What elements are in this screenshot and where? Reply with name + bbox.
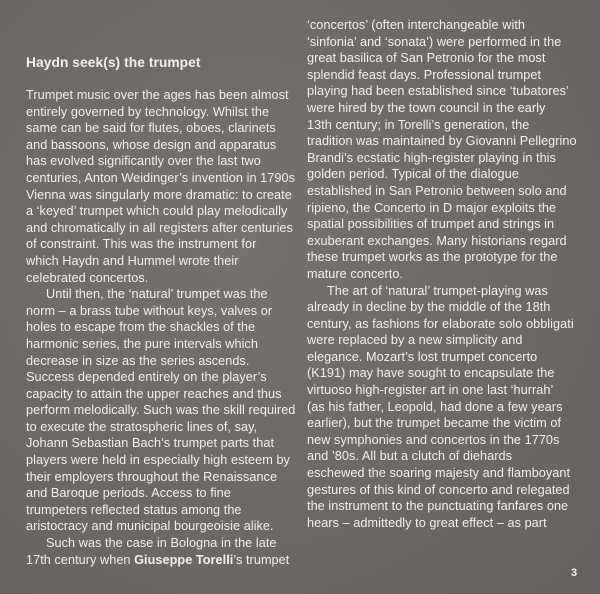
- text-line: [26, 485, 296, 502]
- text-line: [307, 432, 582, 449]
- text-line: [26, 319, 296, 336]
- text-run: which Haydn and Hummel wrote their: [26, 253, 239, 268]
- text-run: gestures of this kind of concerto and relegated: [307, 482, 570, 497]
- text-line: [307, 465, 582, 482]
- text-run: a ‘keyed’ trumpet which could play melodically: [26, 204, 288, 219]
- text-run: decrease in size as the series ascends.: [26, 353, 250, 368]
- article-heading: Haydn seek(s) the trumpet: [26, 55, 201, 70]
- text-line: [307, 50, 582, 67]
- text-run: playing had been established since ‘tubatores’: [307, 84, 569, 99]
- text-run: already in decline by the middle of the 18th: [307, 300, 551, 315]
- text-run: virtuoso high-register art in one last ‘hurrah’: [307, 383, 554, 398]
- text-run: the instrument to the punctuating fanfares one: [307, 499, 569, 514]
- text-line: [307, 150, 582, 167]
- text-line: [307, 515, 582, 532]
- text-line: [307, 233, 582, 250]
- text-run: trumpeters reflected status among the: [26, 502, 242, 517]
- text-run: and ’80s. All but a clutch of diehards: [307, 449, 513, 464]
- text-run: of constraint. This was the instrument for: [26, 237, 257, 252]
- text-line: [307, 332, 582, 349]
- text-line: [307, 415, 582, 432]
- left-column: [26, 18, 296, 568]
- text-run: these trumpet works as the prototype for the: [307, 250, 558, 265]
- text-run: Trumpet music over the ages has been almost: [26, 88, 289, 102]
- text-line: [307, 283, 582, 300]
- text-line: [307, 498, 582, 515]
- text-run: (K191) may have sought to encapsulate the: [307, 366, 555, 381]
- text-run: to execute the stratospheric lines of, say,: [26, 419, 258, 434]
- text-line: [307, 17, 582, 34]
- text-line: [307, 83, 582, 100]
- text-run: ‘sinfonia’ and ‘sonata’) were performed in the: [307, 34, 562, 49]
- text-line: [307, 117, 582, 134]
- text-line: [26, 452, 296, 469]
- text-line: [307, 200, 582, 217]
- text-run: same can be said for flutes, oboes, clarinets: [26, 121, 276, 136]
- text-run: new symphonies and concertos in the 1770s: [307, 432, 560, 447]
- text-run: and Baroque periods. Access to fine: [26, 486, 231, 501]
- text-line: [26, 104, 296, 121]
- text-line: [307, 67, 582, 84]
- text-line: [307, 249, 582, 266]
- text-run: harmonic series, the pure intervals which: [26, 336, 258, 351]
- text-run: entirely governed by technology. Whilst the: [26, 104, 270, 119]
- text-line: [26, 502, 296, 519]
- text-line: [26, 386, 296, 403]
- text-line: [307, 448, 582, 465]
- text-run: were replaced by a new simplicity and: [307, 333, 523, 348]
- text-line: [307, 365, 582, 382]
- left-column-text: [26, 87, 296, 568]
- text-line: [26, 137, 296, 154]
- text-run: exuberant exchanges. Many historians regard: [307, 233, 567, 248]
- text-line: [307, 34, 582, 51]
- text-line: [307, 216, 582, 233]
- text-line: [26, 402, 296, 419]
- text-line: [26, 518, 296, 535]
- text-run: Such was the case in Bologna in the late: [46, 536, 277, 551]
- text-run: established in San Petronio between solo and: [307, 183, 567, 198]
- text-run: elegance. Mozart’s lost trumpet concerto: [307, 349, 538, 364]
- text-line: [26, 336, 296, 353]
- text-run: splendid feast days. Professional trumpet: [307, 67, 542, 82]
- text-line: [26, 187, 296, 204]
- text-line: [26, 419, 296, 436]
- text-line: [26, 87, 296, 104]
- text-run: spatial possibilities of trumpet and strings in: [307, 217, 555, 232]
- text-line: [307, 266, 582, 283]
- text-run: hears – admittedly to great effect – as part: [307, 515, 547, 530]
- text-line: [26, 236, 296, 253]
- text-line: [26, 153, 296, 170]
- text-line: [307, 299, 582, 316]
- text-run: ripieno, the Concerto in D major exploits the: [307, 200, 557, 215]
- text-line: [26, 353, 296, 370]
- text-run: ‘concertos’ (often interchangeable with: [307, 18, 525, 32]
- text-run: Brandi’s ecstatic high-register playing in this: [307, 150, 556, 165]
- text-run: Vienna was singularly more dramatic: to create: [26, 187, 292, 202]
- text-run: centuries, Anton Weidinger’s invention in 1790s: [26, 170, 295, 185]
- text-line: [26, 170, 296, 187]
- text-run: celebrated concertos.: [26, 270, 149, 285]
- text-line: [26, 369, 296, 386]
- text-line: [307, 482, 582, 499]
- text-line: [26, 270, 296, 287]
- text-run: were hired by the town council in the early: [307, 100, 546, 115]
- right-column-text: [307, 17, 582, 531]
- text-line: [26, 303, 296, 320]
- text-run: century, as fashions for elaborate solo obbligati: [307, 316, 574, 331]
- text-line: [26, 120, 296, 137]
- text-line: [307, 133, 582, 150]
- text-line: [26, 535, 296, 552]
- text-run: eschewed the soaring majesty and flamboyant: [307, 466, 571, 481]
- text-run: mature concerto.: [307, 266, 403, 281]
- text-run: Until then, the ‘natural’ trumpet was the: [46, 287, 268, 302]
- text-run: norm – a brass tube without keys, valves or: [26, 303, 273, 318]
- text-run: Johann Sebastian Bach’s trumpet parts that: [26, 436, 275, 451]
- page-number: 3: [571, 567, 578, 579]
- text-line: [26, 286, 296, 303]
- text-run: their employers throughout the Renaissance: [26, 469, 278, 484]
- text-run: (as his father, Leopold, had done a few years: [307, 399, 563, 414]
- text-run: players were held in especially high esteem by: [26, 453, 290, 468]
- text-line: [307, 399, 582, 416]
- text-line: [26, 220, 296, 237]
- text-run: and bassoons, whose design and apparatus: [26, 137, 277, 152]
- text-run: has evolved significantly over the last two: [26, 154, 261, 169]
- text-line: [307, 316, 582, 333]
- right-column: [307, 17, 582, 531]
- text-line: [26, 469, 296, 486]
- text-run: Success depended entirely on the player’s: [26, 370, 267, 385]
- text-line: [307, 166, 582, 183]
- text-run: and chromatically in all registers after centuries: [26, 220, 293, 235]
- text-line: [26, 552, 296, 569]
- text-run: great basilica of San Petronio for the most: [307, 51, 546, 66]
- text-run: 13th century; in Torelli’s generation, the: [307, 117, 530, 132]
- text-line: [307, 382, 582, 399]
- text-run: golden period. Typical of the dialogue: [307, 167, 519, 182]
- text-run: holes to escape from the shackles of the: [26, 320, 256, 335]
- text-line: [26, 203, 296, 220]
- text-run: capacity to attain the upper reaches and thus: [26, 386, 282, 401]
- text-line: [307, 183, 582, 200]
- text-run: tradition was maintained by Giovanni Pellegrino: [307, 134, 577, 149]
- text-run: aristocracy and municipal bourgeoisie alike.: [26, 519, 274, 534]
- text-run: 17th century when: [26, 552, 135, 567]
- text-run: perform melodically. Such was the skill required: [26, 403, 296, 418]
- text-run: earlier), but the trumpet became the victim of: [307, 416, 562, 431]
- text-line: [26, 253, 296, 270]
- text-run: ’s trumpet: [233, 552, 290, 567]
- text-line: [307, 100, 582, 117]
- text-line: [307, 349, 582, 366]
- text-run: The art of ‘natural’ trumpet-playing was: [327, 283, 548, 298]
- text-line: [26, 435, 296, 452]
- bold-name: Giuseppe Torelli: [134, 552, 234, 567]
